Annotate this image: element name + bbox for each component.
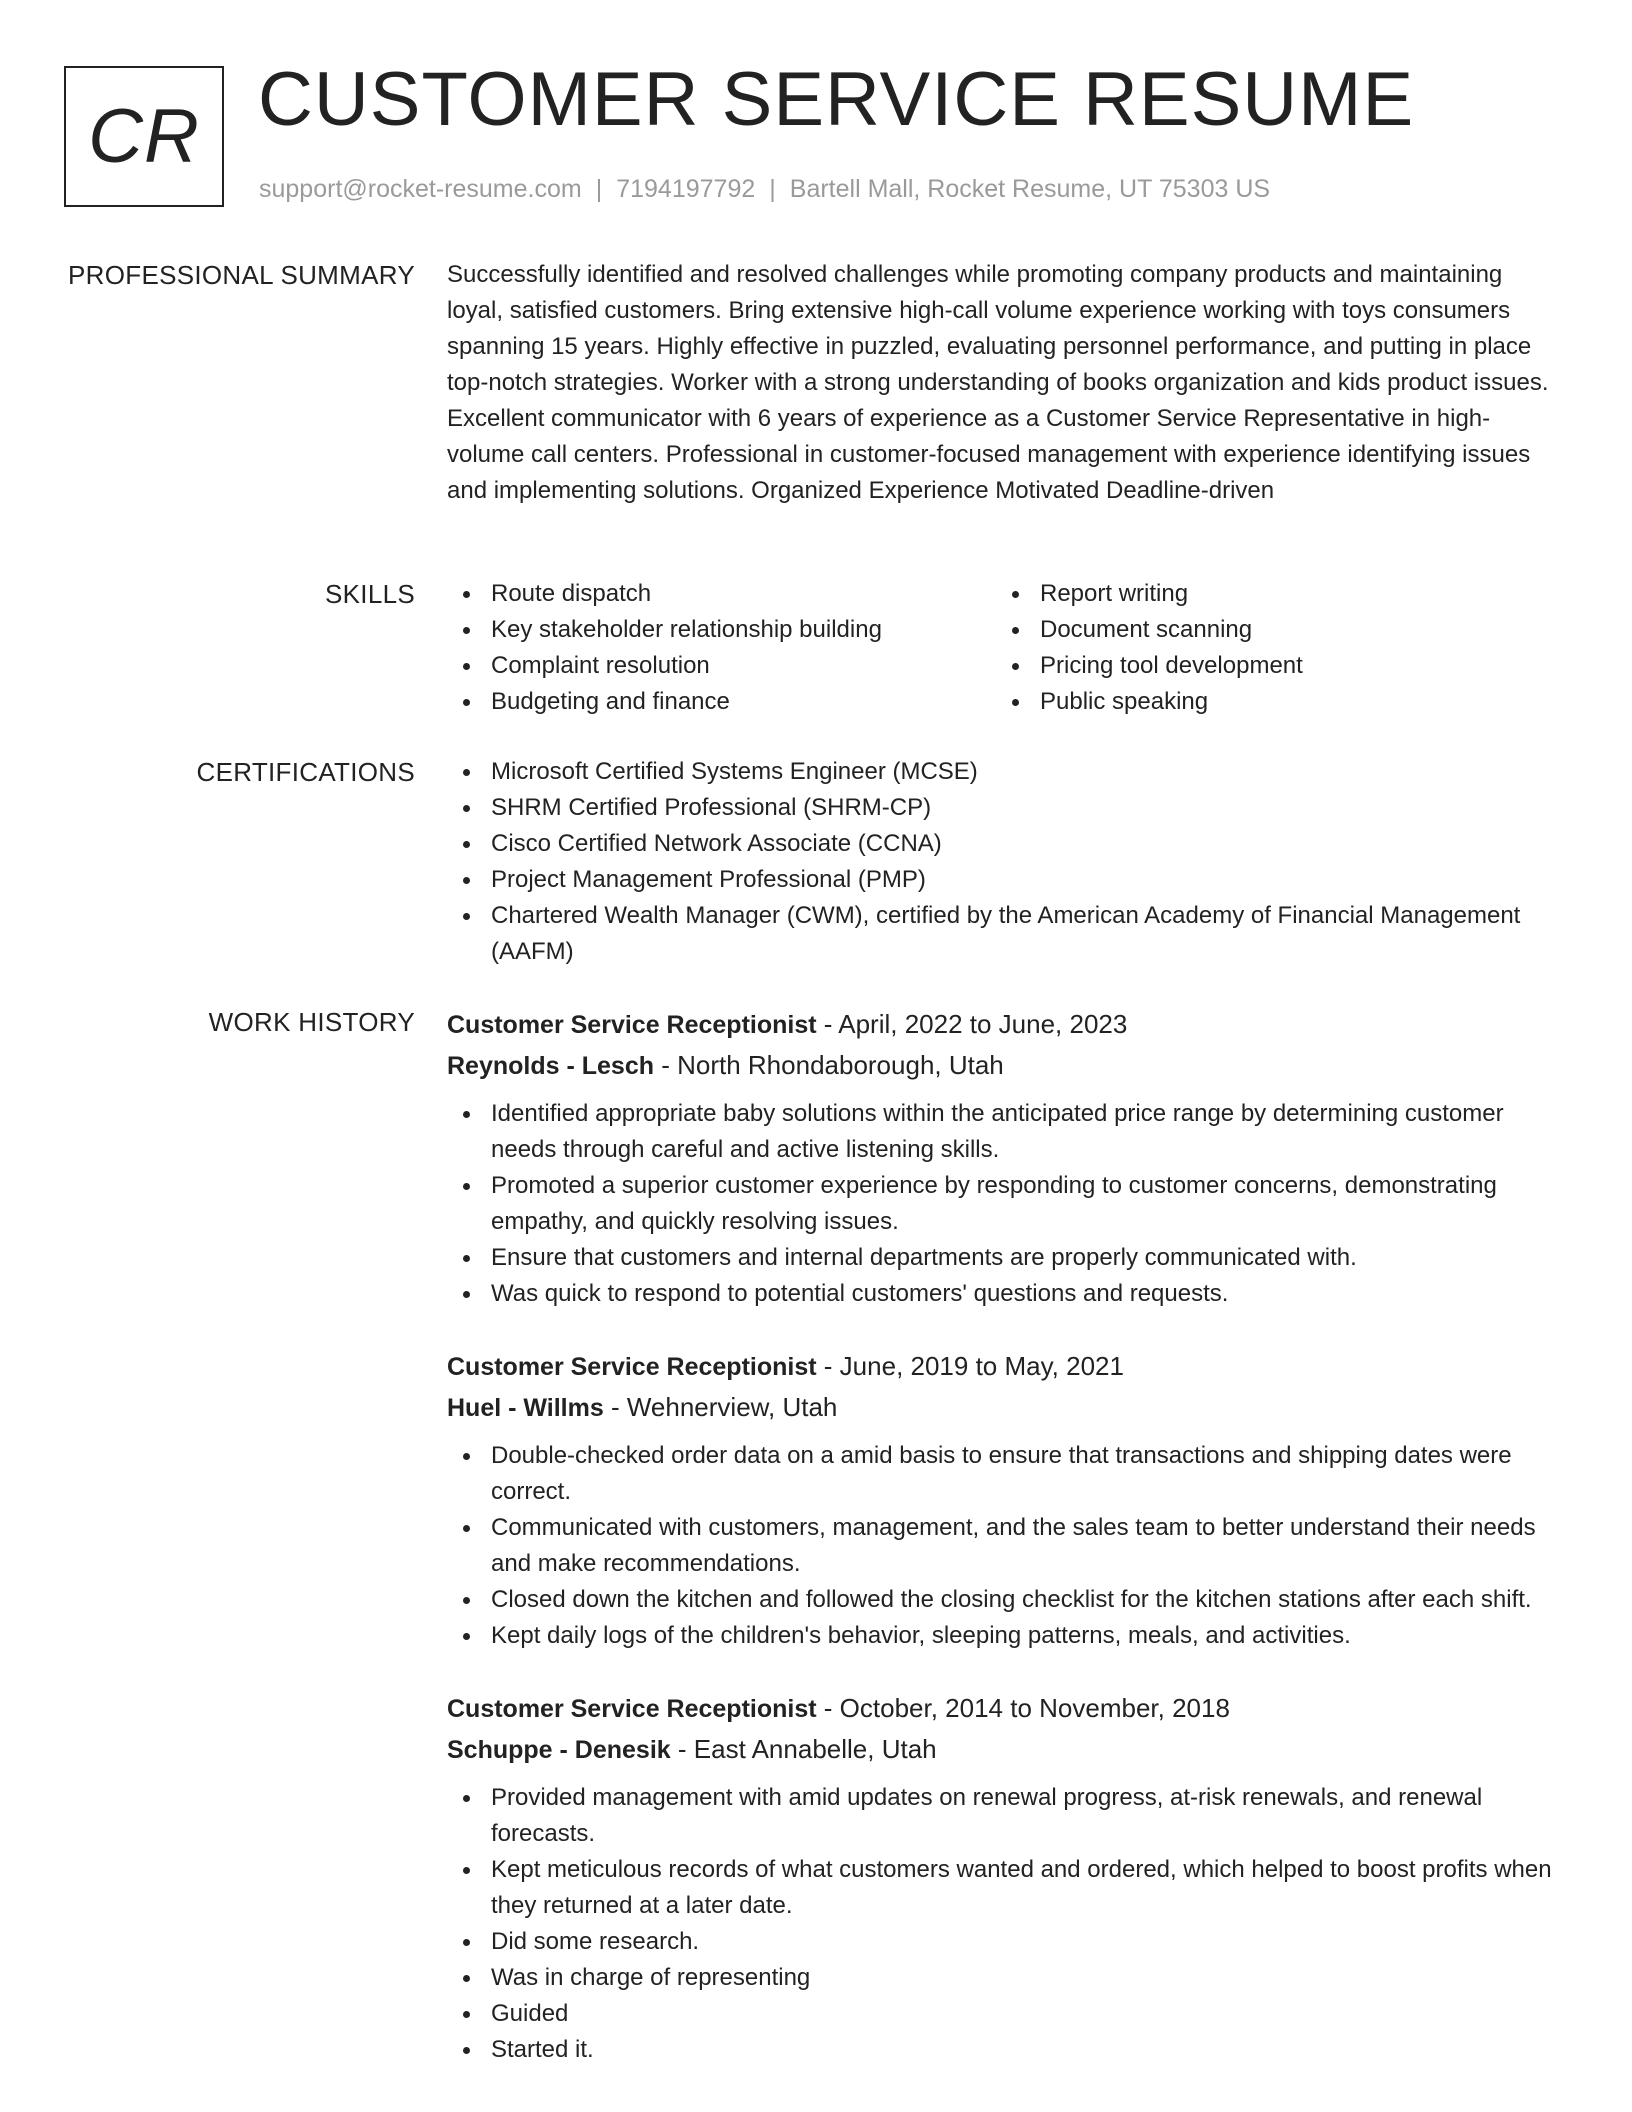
job-bullets	[447, 1438, 1562, 1654]
job-bullet: Did some research.	[447, 1924, 1562, 1960]
job-bullet: Was in charge of representing	[447, 1960, 1562, 1996]
job-bullet: Double-checked order data on a amid basis to ensure that transactions and shipping dates were correct.	[447, 1438, 1562, 1510]
job-location: - Wehnerview, Utah	[603, 1392, 838, 1422]
contact-address: Bartell Mall, Rocket Resume, UT 75303 US	[789, 175, 1271, 203]
skill-item: Route dispatch	[447, 576, 996, 612]
summary-heading: PROFESSIONAL SUMMARY	[68, 260, 415, 290]
job-bullet: Kept daily logs of the children's behavior, sleeping patterns, meals, and activities.	[447, 1618, 1562, 1654]
monogram-logo: CR	[64, 66, 224, 207]
contact-email[interactable]: support@rocket-resume.com	[259, 175, 582, 203]
job-dates: - October, 2014 to November, 2018	[816, 1693, 1230, 1723]
job-bullet: Was quick to respond to potential customers' questions and requests.	[447, 1276, 1562, 1312]
job-title-line	[447, 1004, 1562, 1045]
skill-item: Key stakeholder relationship building	[447, 612, 996, 648]
contact-phone[interactable]: 7194197792	[616, 175, 756, 203]
job-title: Customer Service Receptionist	[447, 1353, 817, 1381]
job-bullet: Communicated with customers, management, and the sales team to better understand their needs and make recommendations.	[447, 1510, 1562, 1582]
job-location: - North Rhondaborough, Utah	[654, 1050, 1004, 1080]
skill-item: Pricing tool development	[996, 648, 1545, 684]
skill-item: Document scanning	[996, 612, 1545, 648]
skills-list-left	[447, 576, 996, 720]
job-company: Schuppe - Denesik	[447, 1736, 671, 1764]
job-bullet: Ensure that customers and internal departments are properly communicated with.	[447, 1240, 1562, 1276]
job-entry	[447, 1004, 1562, 1312]
skill-item: Report writing	[996, 576, 1545, 612]
work-history-list	[447, 1004, 1562, 2068]
job-bullets	[447, 1096, 1562, 1312]
contact-separator: |	[769, 175, 776, 203]
job-dates: - June, 2019 to May, 2021	[816, 1351, 1124, 1381]
job-location: - East Annabelle, Utah	[670, 1734, 937, 1764]
job-bullet: Started it.	[447, 2032, 1562, 2068]
job-title: Customer Service Receptionist	[447, 1695, 817, 1723]
certification-item: Microsoft Certified Systems Engineer (MCSE)	[447, 754, 1562, 790]
job-bullets	[447, 1780, 1562, 2068]
certifications-heading: CERTIFICATIONS	[196, 757, 415, 787]
skill-item: Public speaking	[996, 684, 1545, 720]
job-bullet: Closed down the kitchen and followed the closing checklist for the kitchen stations after each shift.	[447, 1582, 1562, 1618]
skills-heading: SKILLS	[325, 579, 415, 609]
skill-item: Complaint resolution	[447, 648, 996, 684]
contact-line	[259, 175, 1270, 204]
job-dates: - April, 2022 to June, 2023	[816, 1009, 1128, 1039]
job-bullet: Guided	[447, 1996, 1562, 2032]
skill-item: Budgeting and finance	[447, 684, 996, 720]
contact-separator: |	[595, 175, 603, 203]
skills-list-right	[996, 576, 1545, 720]
page-title: CUSTOMER SERVICE RESUME	[258, 57, 1415, 142]
certification-item: SHRM Certified Professional (SHRM-CP)	[447, 790, 1562, 826]
job-company-line	[447, 1045, 1562, 1086]
job-bullet: Provided management with amid updates on renewal progress, at-risk renewals, and renewal forecasts.	[447, 1780, 1562, 1852]
certification-item: Cisco Certified Network Associate (CCNA)	[447, 826, 1562, 862]
certification-item: Project Management Professional (PMP)	[447, 862, 1562, 898]
job-title: Customer Service Receptionist	[447, 1011, 817, 1039]
job-bullet: Promoted a superior customer experience by responding to customer concerns, demonstrating empathy, and quickly resolving issues.	[447, 1168, 1562, 1240]
certifications-list	[447, 754, 1562, 970]
job-bullet: Identified appropriate baby solutions within the anticipated price range by determining customer needs through careful and active listening skills.	[447, 1096, 1562, 1168]
job-title-line	[447, 1346, 1562, 1387]
job-bullet: Kept meticulous records of what customers wanted and ordered, which helped to boost profits when they returned at a later date.	[447, 1852, 1562, 1924]
job-company-line	[447, 1729, 1562, 1770]
job-entry	[447, 1346, 1562, 1654]
job-company: Reynolds - Lesch	[447, 1052, 654, 1080]
work-history-heading: WORK HISTORY	[208, 1007, 415, 1037]
certification-item: Chartered Wealth Manager (CWM), certified by the American Academy of Financial Management (AAFM)	[447, 898, 1562, 970]
summary-text: Successfully identified and resolved challenges while promoting company products and maintaining loyal, satisfied customers. Bring extensive high-call volume experience working with toys consumers spanning 15 years. Highly effective in puzzled, evaluating personnel performance, and putting in place top-notch strategies. Worker with a strong understanding of books organization and kids product issues. Excellent communicator with 6 years of experience as a Customer Service Representative in high-volume call centers. Professional in customer-focused management with experience identifying issues and implementing solutions. Organized Experience Motivated Deadline-driven	[447, 261, 1549, 504]
job-company-line	[447, 1387, 1562, 1428]
job-entry	[447, 1688, 1562, 2068]
job-company: Huel - Willms	[447, 1394, 604, 1422]
job-title-line	[447, 1688, 1562, 1729]
